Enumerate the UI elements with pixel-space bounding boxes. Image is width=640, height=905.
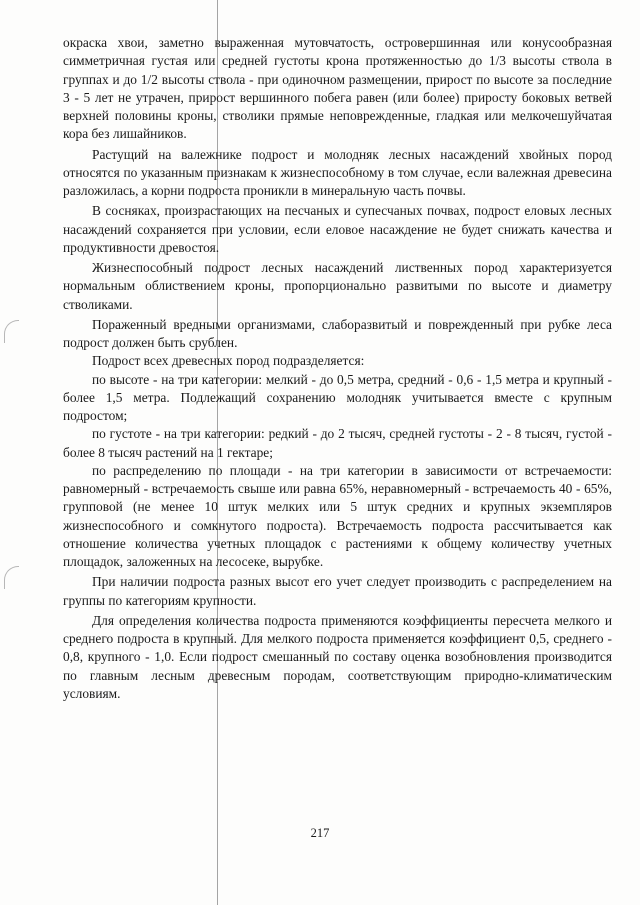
paragraph-by-height: по высоте - на три категории: мелкий - до 0,5 метра, средний - 0,6 - 1,5 метра и крупный - более 1,5 метра. Подлежащий сохранению молодняк учитывается вместе с крупным подростом;	[63, 371, 612, 423]
paragraph-by-density: по густоте - на три категории: редкий - до 2 тысяч, средней густоты - 2 - 8 тысяч, густой - более 8 тысяч растений на 1 гектаре;	[63, 426, 612, 460]
binder-hole-mark	[4, 320, 19, 343]
paragraph-crown-description: окраска хвои, заметно выраженная мутовчатость, островершинная или конусообразная симметричная густая или средней густоты крона протяженностью до 1/3 высоты ствола в группах и до 1/2 высоты ствола - при одиночном размещении, прирост по высоте за последние 3 - 5 лет не утрачен, прирост вершинного побега равен (или более) приросту боковых ветвей верхней половины кроны, стволики прямые неповрежденные, гладкая или мелкочешуйчатая кора без лишайников.	[63, 35, 612, 142]
paragraph-height-accounting: При наличии подроста разных высот его учет следует производить с распределением на группы по категориям крупности.	[63, 574, 612, 608]
body-text	[63, 34, 612, 703]
binder-hole-mark	[4, 566, 19, 589]
paragraph-deciduous-undergrowth: Жизнеспособный подрост лесных насаждений лиственных пород характеризуется нормальным облиствением кроны, пропорционально развитыми по высоте и диаметру стволиками.	[63, 260, 612, 312]
paragraph-damaged-undergrowth: Пораженный вредными организмами, слаборазвитый и поврежденный при рубке леса подрост должен быть срублен.	[63, 316, 612, 350]
page-number: 217	[310, 826, 330, 840]
paragraph-classification-intro: Подрост всех древесных пород подразделяется:	[92, 353, 365, 369]
paragraph-by-distribution: по распределению по площади - на три категории в зависимости от встречаемости: равномерный - встречаемость свыше или равна 65%, неравномерный - встречаемость 40 - 65%, групповой (не менее 10 штук мелких или 5 штук средних и крупных экземпляров жизнеспособного и сомкнутого подроста). Встречаемость подроста рассчитывается как отношение количества учетных площадок с растениями к общему количеству учетных площадок, заложенных на лесосеке, вырубке.	[63, 462, 612, 569]
paragraph-deadwood-undergrowth: Растущий на валежнике подрост и молодняк лесных насаждений хвойных пород относятся по указанным признакам к жизнеспособному в том случае, если валежная древесина разложилась, а корни подроста проникли в минеральную часть почвы.	[63, 146, 612, 198]
paragraph-conversion-coefficients: Для определения количества подроста применяются коэффициенты пересчета мелкого и среднего подроста в крупный. Для мелкого подроста применяется коэффициент 0,5, среднего - 0,8, крупного - 1,0. Если подрост смешанный по составу оценка возобновления производится по главным лесным древесным породам, соответствующим природно-климатическим условиям.	[63, 612, 612, 701]
paragraph-pine-forests: В сосняках, произрастающих на песчаных и супесчаных почвах, подрост еловых лесных насаждений сохраняется при условии, если еловое насаждение не будет снижать качества и продуктивности древостоя.	[63, 203, 612, 255]
